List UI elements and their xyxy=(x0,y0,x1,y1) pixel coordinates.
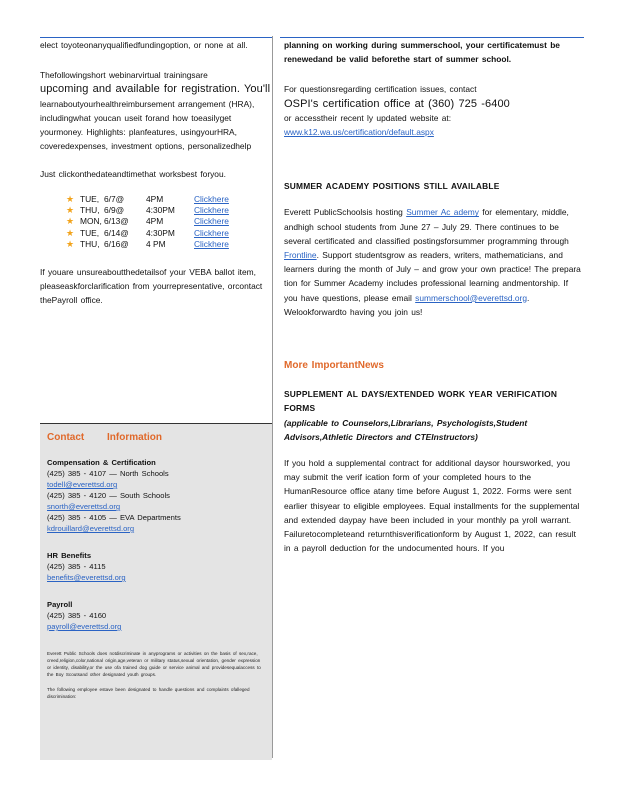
contact-title: Contact Information xyxy=(47,432,162,443)
session-link[interactable]: Clickhere xyxy=(194,193,229,204)
hr-heading: HR Benefits xyxy=(47,551,92,560)
comp-phone-3: (425) 385 - 4105 — EVA Departments xyxy=(47,513,181,522)
summer-school-email[interactable]: summerschool@everettsd.org xyxy=(415,292,528,303)
veba-paragraph: If youare unsureaboutthedetailsof your VEBA ballot item, pleaseaskforclarification from yourrepresentative, orcontact thePayroll office. xyxy=(40,266,263,306)
session-link[interactable]: Clickhere xyxy=(194,205,229,216)
star-icon: ★ xyxy=(66,216,75,227)
webinar-line-2: upcoming and available for registration. You'll xyxy=(40,83,271,96)
webinar-line-1: Thefollowingshort webinarvirtual trainingsare xyxy=(40,70,208,81)
supplemental-body: If you hold a supplemental contract for additional daysor hoursworked, you may submit the verif ication form of your completed hours to the HumanResource office atany time before August 1, 2022. Forms were sent earlier thisyear to eligible employees. Equal installments for the supplemental and extended daypay have been included in your monthly pa yroll warrant. Failuretocompleteand returnthisverificationform by August 1, 2022, can result in a payroll deduction for the undocumented hours. If you xyxy=(284,458,580,554)
summer-academy-title: SUMMER ACADEMY POSITIONS STILL AVAILABLE xyxy=(284,181,500,192)
session-list xyxy=(40,194,272,251)
session-link[interactable]: Clickhere xyxy=(194,239,229,250)
comp-phone-1: (425) 385 - 4107 — North Schools xyxy=(47,469,169,478)
nondiscrimination-statement: Everett Public Schools does notdiscriminate in anyprograms or activities on the basis of sex,race, creed,religion,color,national origin,age,veteran or military status,sexual orientation, gender expression or identity, disability,or the use ofa trained dog guide or service animal and providesequalaccess to the Boy Scoutsand other designated youth groups. xyxy=(47,651,261,677)
session-item: ★ THU, 6/9@ 4:30PM Clickhere xyxy=(66,205,229,216)
comp-email-3[interactable]: kdrouillard@everettsd.org xyxy=(47,524,135,533)
comp-email-2[interactable]: snorth@everettsd.org xyxy=(47,502,121,511)
star-icon: ★ xyxy=(66,227,75,238)
more-news-title: More ImportantNews xyxy=(284,360,384,372)
hr-phone: (425) 385 - 4115 xyxy=(47,562,106,571)
click-instruction: Just clickonthedateandtimethat worksbest foryou. xyxy=(40,169,226,180)
payroll-heading: Payroll xyxy=(47,600,73,609)
ospi-line-3: or accesstheir recent ly updated website at: xyxy=(284,112,452,123)
frontline-link[interactable]: Frontline xyxy=(284,250,317,261)
column-divider xyxy=(272,36,273,758)
session-item: ★ TUE, 6/7@ 4PM Clickhere xyxy=(66,193,229,204)
summer-academy-link[interactable]: Summer Ac ademy xyxy=(406,207,479,218)
session-item: ★ MON, 6/13@ 4PM Clickhere xyxy=(66,216,229,227)
webinar-body: learnaboutyourhealthreimbursement arrangement (HRA), includingwhat youcan useit forand how toeasilyget yourmoney. Highlights: planfeatures, usingyourHRA, coveredexpenses, investment options, personalizedhelp xyxy=(40,98,255,152)
designee-statement: The following employee estave been designated to handle questions and complaints ofalleged discrimination: xyxy=(47,687,250,699)
ospi-line-2: OSPI's certification office at (360) 725 -6400 xyxy=(284,97,510,110)
supplemental-applicable: (applicable to Counselors,Librarians, Psychologists,Student Advisors,Athletic Directors and CTEInstructors) xyxy=(284,417,528,442)
ospi-website-link[interactable]: www.k12.wa.us/certification/default.aspx xyxy=(284,127,434,138)
comp-email-1[interactable]: todell@everettsd.org xyxy=(47,480,118,489)
summer-academy-body: Everett PublicSchoolsis hosting Summer Ac ademy for elementary, middle, andhigh school students from June 27 – July 29. There continues to be several certificated and classified postingsforsummer programming through Frontline. Support studentsgrow as readers, writers, mathematicians, and learners during the month of July – and grow your own practice! The prepara tion for Summer Academy includes professional learning andmentorship. If you have questions, please email summerschool@everettsd.org. Welookforwardto having you join us! xyxy=(284,207,581,317)
cert-renewal-paragraph: planning on working during summerschool, your certificatemust be renewedand be valid beforethe start of summer school. xyxy=(284,40,560,65)
hr-email[interactable]: benefits@everettsd.org xyxy=(47,573,126,582)
supplemental-title: SUPPLEMENT AL DAYS/EXTENDED WORK YEAR VERIFICATION FORMS xyxy=(284,389,558,414)
comp-phone-2: (425) 385 - 4120 — South Schools xyxy=(47,491,170,500)
session-link[interactable]: Clickhere xyxy=(194,216,229,227)
left-column xyxy=(40,38,272,307)
session-item: ★ THU, 6/16@ 4 PM Clickhere xyxy=(66,239,229,250)
contact-info-box xyxy=(40,423,272,760)
comp-heading: Compensation & Certification xyxy=(47,458,156,467)
funding-paragraph: elect toyoteonanyqualifiedfundingoption, or none at all. xyxy=(40,40,248,50)
payroll-email[interactable]: payroll@everettsd.org xyxy=(47,622,122,631)
ospi-line-1: For questionsregarding certification issues, contact xyxy=(284,84,477,95)
star-icon: ★ xyxy=(66,205,75,216)
session-link[interactable]: Clickhere xyxy=(194,227,229,238)
star-icon: ★ xyxy=(66,239,75,250)
star-icon: ★ xyxy=(66,193,75,204)
session-item: ★ TUE, 6/14@ 4:30PM Clickhere xyxy=(66,227,229,238)
payroll-phone: (425) 385 - 4160 xyxy=(47,611,107,620)
right-column xyxy=(284,38,584,555)
